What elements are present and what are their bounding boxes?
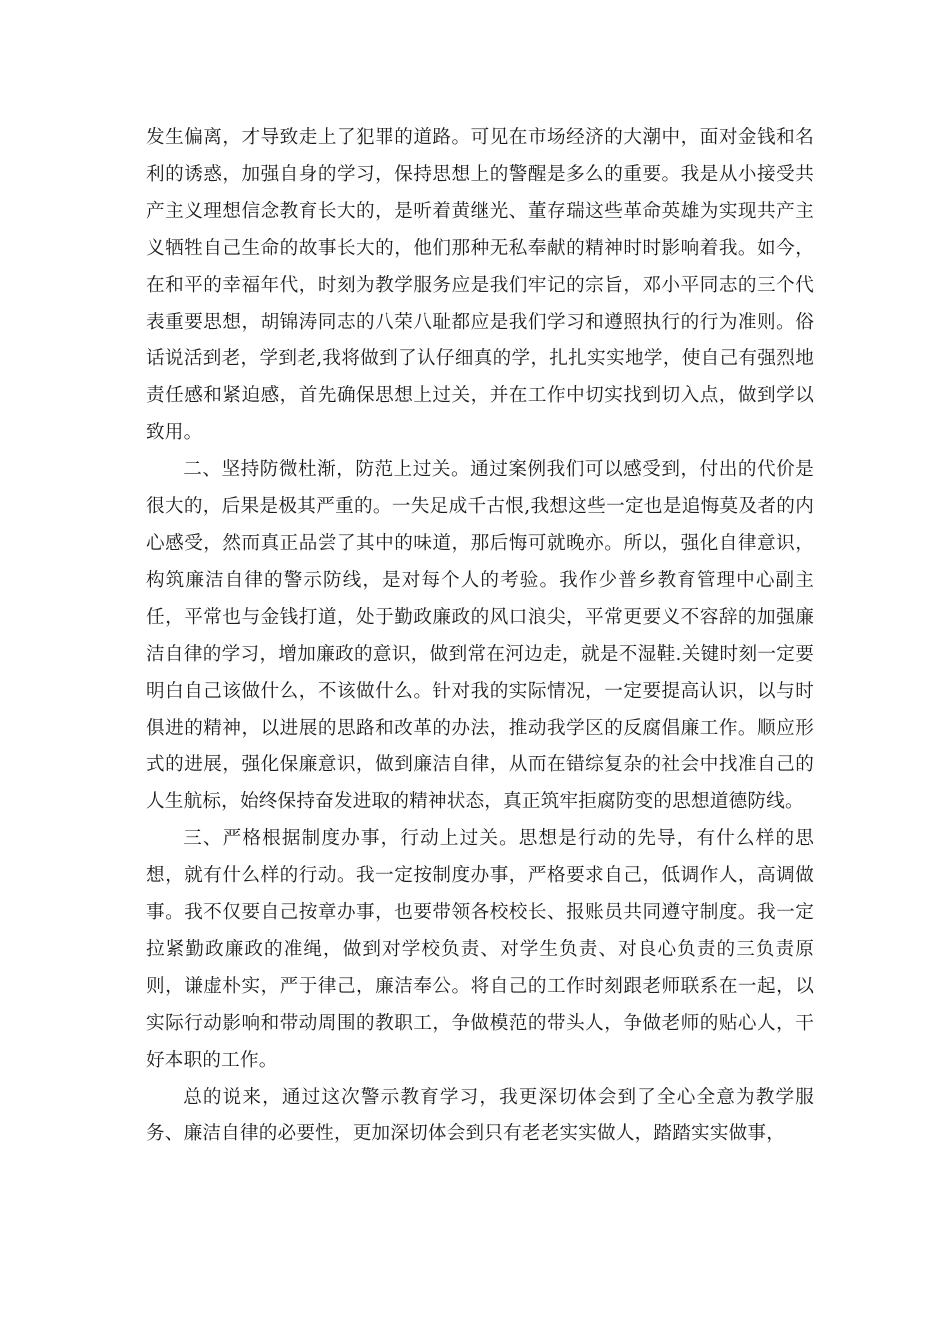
paragraph-prevention: 二、坚持防微杜渐，防范上过关。通过案例我们可以感受到，付出的代价是很大的，后果是极其严重的。一失足成千古恨,我想这些一定也是追悔莫及者的内心感受，然而真正品尝了其中的味道，那后悔可就晚亦。所以，强化自律意识，构筑廉洁自律的警示防线，是对每个人的考验。我作少普乡教育管理中心副主任，平常也与金钱打道，处于勤政廉政的风口浪尖，平常更要义不容辞的加强廉洁自律的学习，增加廉政的意识，做到常在河边走，就是不湿鞋.关键时刻一定要明白自己该做什么，不该做什么。针对我的实际情况，一定要提高认识，以与时俱进的精神，以进展的思路和改革的办法，推动我学区的反腐倡廉工作。顺应形式的进展，强化保廉意识，做到廉洁自律，从而在错综复杂的社会中找准自己的人生航标，始终保持奋发进取的精神状态，真正筑牢拒腐防变的思想道德防线。 [146, 459, 814, 813]
paragraph-rules: 三、严格根据制度办事，行动上过关。思想是行动的先导，有什么样的思想，就有什么样的行动。我一定按制度办事，严格要求自己，低调作人，高调做事。我不仅要自己按章办事，也要带领各校校长、报账员共同遵守制度。我一定拉紧勤政廉政的准绳，做到对学校负责、对学生负责、对良心负责的三负责原则，谦虚朴实，严于律己，廉洁奉公。将自己的工作时刻跟老师联系在一起，以实际行动影响和带动周围的教职工，争做模范的带头人，争做老师的贴心人，干好本职的工作。 [146, 828, 814, 1071]
paragraph-summary: 总的说来，通过这次警示教育学习，我更深切体会到了全心全意为教学服务、廉洁自律的必要性，更加深切体会到只有老老实实做人，踏踏实实做事， [146, 1086, 814, 1145]
paragraph-continuation: 发生偏离，才导致走上了犯罪的道路。可见在市场经济的大潮中，面对金钱和名利的诱惑，加强自身的学习，保持思想上的警醒是多么的重要。我是从小接受共产主义理想信念教育长大的，是听着黄继光、董存瑞这些革命英雄为实现共产主义牺牲自己生命的故事长大的，他们那种无私奉献的精神时时影响着我。如今，在和平的幸福年代，时刻为教学服务应是我们牢记的宗旨，邓小平同志的三个代表重要思想，胡锦涛同志的八荣八耻都应是我们学习和遵照执行的行为准则。俗话说活到老，学到老,我将做到了认仔细真的学，扎扎实实地学，使自己有强烈地责任感和紧迫感，首先确保思想上过关，并在工作中切实找到切入点，做到学以致用。 [146, 127, 814, 444]
document-body [146, 120, 814, 1153]
